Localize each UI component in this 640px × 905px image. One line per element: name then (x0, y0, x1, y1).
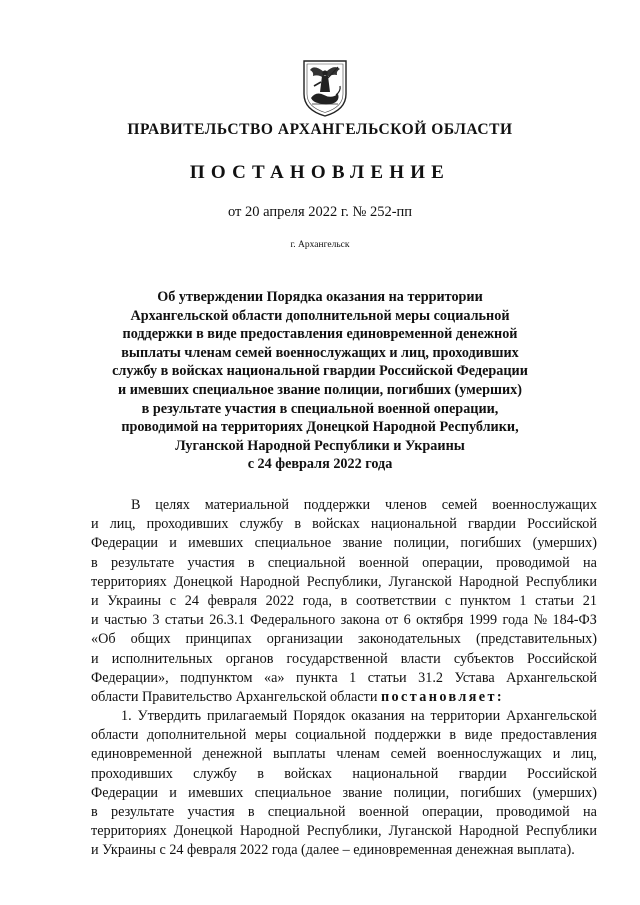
word: в (257, 765, 264, 782)
word: года, (302, 592, 332, 609)
word: территориях (91, 573, 167, 590)
word: 1. (121, 708, 132, 725)
word: проходивших (146, 516, 229, 533)
word: года (502, 612, 529, 629)
word: войсках (312, 516, 360, 533)
word: Республики, (306, 573, 382, 590)
word: субъектов (453, 650, 514, 667)
word: исполнительных (111, 650, 213, 667)
word: с (444, 592, 452, 609)
word: военной (358, 804, 409, 820)
text-line (91, 784, 597, 803)
word: полиции, (393, 784, 450, 801)
decree-word: постановляет: (380, 688, 505, 705)
text-line (91, 592, 597, 611)
government-title: ПРАВИТЕЛЬСТВО АРХАНГЕЛЬСКОЙ ОБЛАСТИ (127, 121, 513, 138)
word: принципах (185, 631, 252, 648)
text-line (91, 822, 597, 841)
preamble-paragraph (91, 496, 597, 707)
text-line (91, 765, 597, 784)
word: пунктом (459, 592, 511, 609)
word: № (533, 612, 548, 629)
word: Народной (239, 823, 300, 840)
word: области (91, 727, 139, 744)
word: Архангельской (506, 669, 597, 686)
word: Донецкой (173, 573, 233, 590)
text-line (91, 803, 597, 822)
word: денежной (202, 746, 263, 763)
word: организации (266, 631, 343, 648)
word: членов (384, 497, 427, 513)
word: прилагаемый (207, 708, 288, 725)
word: гвардии (458, 765, 507, 782)
word: и (91, 592, 99, 609)
text-line (91, 554, 597, 573)
word: «Об (91, 631, 116, 648)
word: на (583, 804, 597, 820)
word: Украины (107, 592, 162, 609)
word: в (247, 554, 255, 571)
word: на (583, 554, 597, 571)
word: Народной (458, 573, 519, 590)
item1-last-line: и Украины с 24 февраля 2022 года (далее – единовременная денежная выплата). (91, 842, 575, 859)
word: в (449, 727, 457, 744)
word: «а» (263, 669, 285, 686)
word: 26.3.1 (209, 612, 245, 629)
subject-line: в результате участия в специальной военной операции, (141, 400, 499, 417)
word: Российской (527, 516, 597, 533)
word: (умерших) (532, 784, 597, 801)
word: и (91, 612, 99, 629)
word: пункта (296, 669, 338, 686)
word: семей (390, 746, 427, 763)
document-date-number: от 20 апреля 2022 г. № 252-пп (227, 204, 413, 220)
subject-line: Архангельской области дополнительной меры социальной (130, 307, 510, 324)
preamble-last-line: области Правительство Архангельской области постановляет: (91, 688, 597, 707)
word: проходивших (91, 765, 173, 782)
word: и (91, 650, 99, 667)
word: Архангельской (506, 708, 597, 725)
word: В (131, 497, 141, 513)
word: и (91, 516, 99, 533)
text-line (91, 745, 597, 764)
word: поддержки (374, 727, 441, 744)
word: Народной (458, 823, 519, 840)
word: специальной (267, 804, 346, 820)
text-line (91, 726, 597, 745)
word: 6 (403, 612, 411, 629)
word: статьи (164, 612, 204, 629)
word: специальное (254, 535, 332, 552)
subject-line: с 24 февраля 2022 года (247, 456, 393, 473)
word: в (91, 804, 98, 820)
word: Федерации», (91, 669, 169, 686)
text-line (91, 707, 597, 726)
word: Устава (454, 669, 495, 686)
word: статьи (535, 592, 575, 609)
word: службу (193, 765, 237, 782)
word: имевших (188, 784, 244, 801)
word: 1999 (468, 612, 498, 629)
word: поддержки (303, 497, 371, 513)
word: в (91, 554, 98, 571)
word: власти (400, 650, 441, 667)
word: результате (111, 554, 175, 571)
word: 3 (152, 612, 160, 629)
text-line (91, 515, 597, 534)
word: погибших (460, 535, 522, 552)
word: имевших (188, 535, 244, 552)
word: 1 (519, 592, 527, 609)
word: национальной (370, 516, 457, 533)
word: Луганской (388, 573, 452, 590)
word: государственной (286, 650, 388, 667)
word: Республики (525, 573, 597, 590)
word: частью (104, 612, 147, 629)
subject-line: Об утверждении Порядка оказания на территории (157, 289, 483, 305)
word: и (552, 746, 561, 763)
word: целях (155, 497, 190, 513)
subject-line: службу в войсках национальной гвардии Российской Федерации (112, 363, 528, 380)
word: закона (340, 612, 380, 629)
word: гвардии (468, 516, 516, 533)
word: органов (225, 650, 274, 667)
text-line (91, 534, 597, 553)
word: 21 (582, 592, 597, 609)
word: материальной (204, 497, 289, 513)
word: (представительных) (475, 631, 597, 648)
subject-line: и имевших специальное звание полиции, погибших (умерших) (118, 381, 522, 398)
document-subject (90, 288, 550, 474)
document-body (91, 496, 597, 861)
word: национальной (352, 765, 439, 782)
word: Порядок (293, 708, 346, 725)
word: на (410, 708, 425, 725)
document-type-heading: ПОСТАНОВЛЕНИЕ (189, 162, 451, 183)
subject-line: поддержки в виде предоставления единовременной денежной (122, 326, 518, 343)
word: единовременной (91, 746, 192, 763)
word: октября (416, 612, 464, 629)
word: военнослужащих (492, 497, 597, 513)
word: лиц, (109, 516, 136, 533)
word: Утвердить (137, 708, 202, 725)
word: 31.2 (418, 669, 443, 686)
document-city: г. Архангельск (290, 240, 350, 250)
text-line (91, 650, 597, 669)
word: в (340, 592, 348, 609)
word: законодательных (358, 631, 461, 648)
word: социальной (295, 727, 367, 744)
word: 24 (184, 592, 199, 609)
subject-line: Луганской Народной Республики и Украины (175, 437, 465, 454)
word: Народной (239, 573, 300, 590)
text-line (91, 573, 597, 592)
word: Федерации (91, 784, 159, 801)
word: Российской (527, 765, 597, 782)
word: подпунктом (180, 669, 253, 686)
word: семей (441, 497, 478, 513)
word: соответствии (356, 592, 437, 609)
word: территории (430, 708, 501, 725)
word: участия (187, 554, 235, 571)
word: Луганской (388, 823, 452, 840)
word: от (385, 612, 399, 629)
word: звание (342, 784, 383, 801)
word: звание (342, 535, 383, 552)
coat-of-arms-emblem-icon (300, 58, 350, 118)
word: в (247, 804, 255, 820)
word: войсках (284, 765, 332, 782)
word: статьи (367, 669, 407, 686)
word: Федерального (250, 612, 336, 629)
word: дополнительной (146, 727, 247, 744)
subject-line: проводимой на территориях Донецкой Народной Республики, (121, 419, 519, 436)
item-1-paragraph (91, 707, 597, 861)
word: Российской (527, 650, 597, 667)
word: оказания (351, 708, 405, 725)
word: с (169, 592, 177, 609)
word: членам (336, 746, 380, 763)
word: участия (187, 804, 235, 820)
word: военной (358, 554, 409, 571)
word: 1 (349, 669, 357, 686)
word: службу (239, 516, 284, 533)
text-line (91, 669, 597, 688)
word: территориях (91, 823, 167, 840)
word: меры (254, 727, 287, 744)
word: и (169, 535, 177, 552)
word: проводимой (496, 554, 570, 571)
word: (умерших) (532, 535, 597, 552)
word: специальное (254, 784, 332, 801)
word: предоставления (500, 727, 597, 744)
word: и (169, 784, 177, 801)
word: Донецкой (173, 823, 233, 840)
word: виде (464, 727, 493, 744)
word: Федерации (91, 535, 159, 552)
word: результате (111, 804, 175, 820)
word: военнослужащих (437, 746, 542, 763)
word: выплаты (273, 746, 326, 763)
word: февраля (207, 592, 257, 609)
subject-line: выплаты членам семей военнослужащих и лиц, проходивших (121, 344, 519, 361)
word: специальной (267, 554, 346, 571)
word: операции, (422, 554, 483, 571)
word: операции, (422, 804, 483, 820)
word: Республики (525, 823, 597, 840)
text-line (91, 611, 597, 630)
word: 2022 (265, 592, 295, 609)
word: погибших (460, 784, 522, 801)
word: 184-ФЗ (552, 612, 597, 629)
word: лиц, (571, 746, 597, 763)
word: Республики, (306, 823, 382, 840)
word: проводимой (496, 804, 570, 820)
word: полиции, (393, 535, 450, 552)
text-line (91, 496, 597, 515)
word: в (294, 516, 302, 533)
text-line (91, 630, 597, 649)
word: общих (130, 631, 171, 648)
